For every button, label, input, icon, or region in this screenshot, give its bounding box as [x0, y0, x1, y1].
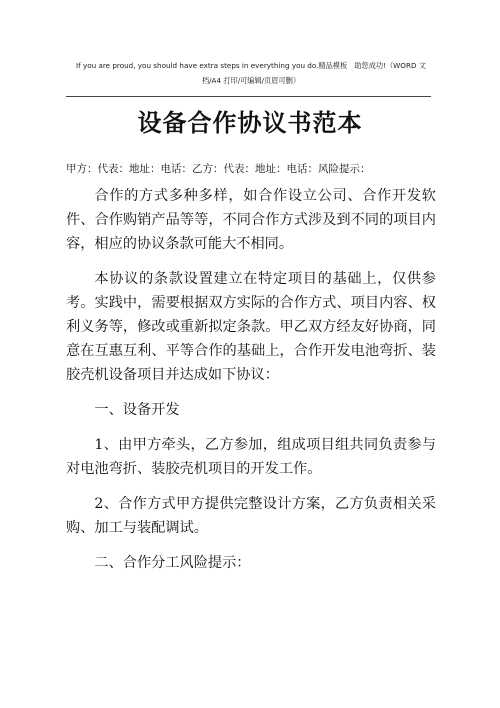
page-header: If you are proud, you should have extra steps in everything you do.精品模板 助您成功!（WORD 文档/A4 打印/可编辑/页眉可删）	[76, 61, 426, 85]
paragraph-clause-2: 2、合作方式甲方提供完整设计方案，乙方负责相关采购、加工与装配调试。	[66, 496, 436, 536]
document-title: 设备合作协议书范本	[137, 108, 363, 137]
paragraph-cooperation-methods: 合作的方式多种多样，如合作设立公司、合作开发软件、合作购销产品等等，不同合作方式涉及到不同的项目内容，相应的协议条款可能大不相同。	[66, 188, 436, 252]
section-heading-division-of-work: 二、合作分工风险提示：	[94, 555, 251, 571]
paragraph-clause-1: 1、由甲方牵头，乙方参加，组成项目组共同负责参与对电池弯折、装胶壳机项目的开发工作。	[66, 437, 436, 477]
document-body	[66, 184, 436, 586]
header-divider	[66, 96, 431, 97]
parties-line: 甲方：代表：地址：电话：乙方：代表：地址：电话：风险提示：	[66, 163, 371, 175]
section-heading-equipment-development: 一、设备开发	[94, 402, 180, 418]
paragraph-agreement-basis: 本协议的条款设置建立在特定项目的基础上，仅供参考。实践中，需要根据双方实际的合作方式、项目内容、权利义务等，修改或重新拟定条款。甲乙双方经友好协商，同意在互惠互利、平等合作的基础上，合作开发电池弯折、装胶壳机设备项目并达成如下协议：	[66, 271, 436, 383]
